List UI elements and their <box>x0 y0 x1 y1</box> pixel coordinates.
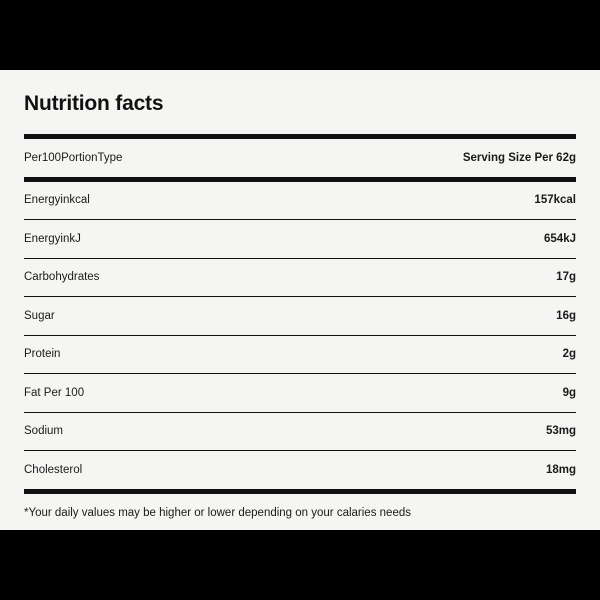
nutrient-label: EnergyinkJ <box>24 232 81 245</box>
nutrient-label: Sodium <box>24 425 63 438</box>
portion-type-label: Per100PortionType <box>24 151 123 164</box>
table-row <box>24 297 576 335</box>
nutrient-value: 654kJ <box>544 232 576 245</box>
nutrient-value: 2g <box>562 348 576 361</box>
nutrient-label: Carbohydrates <box>24 271 100 284</box>
table-row <box>24 374 576 412</box>
nutrient-label: Cholesterol <box>24 463 83 476</box>
nutrient-label: Protein <box>24 348 61 361</box>
table-row <box>24 182 576 220</box>
nutrition-facts-panel <box>0 70 600 530</box>
daily-values-footnote: *Your daily values may be higher or lower depending on your calaries needs <box>24 506 411 519</box>
nutrient-label: Fat Per 100 <box>24 386 85 399</box>
nutrient-label: Sugar <box>24 309 55 322</box>
serving-size-value: Serving Size Per 62g <box>462 151 576 164</box>
table-row <box>24 220 576 258</box>
nutrient-label: Energyinkcal <box>24 194 90 207</box>
table-row <box>24 413 576 451</box>
table-row <box>24 336 576 374</box>
table-row <box>24 259 576 297</box>
nutrient-value: 17g <box>556 271 576 284</box>
page-title: Nutrition facts <box>24 92 164 115</box>
nutrient-value: 16g <box>556 309 576 322</box>
nutrient-value: 53mg <box>545 425 576 438</box>
nutrient-value: 18mg <box>545 463 576 476</box>
nutrition-facts-content <box>0 70 600 519</box>
nutrient-value: 9g <box>562 386 576 399</box>
serving-size-row <box>24 139 576 177</box>
nutrient-value: 157kcal <box>534 194 576 207</box>
table-row <box>24 451 576 489</box>
